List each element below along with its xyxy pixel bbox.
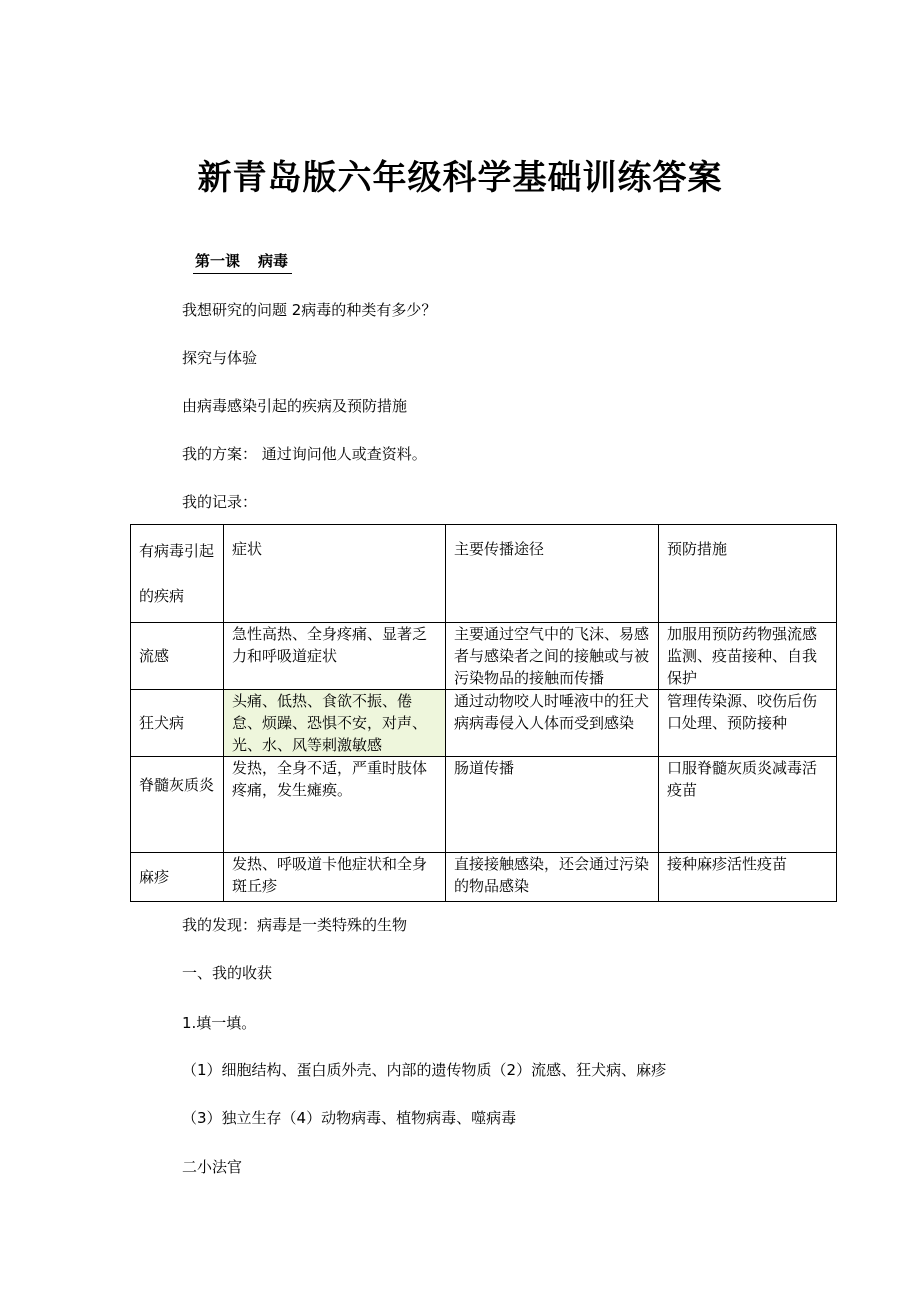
transmission-cell: 直接接触感染，还会通过污染的物品感染 bbox=[446, 853, 659, 902]
prevention-cell: 加服用预防药物强流感监测、疫苗接种、自我保护 bbox=[659, 623, 837, 690]
disease-cell: 狂犬病 bbox=[131, 690, 224, 757]
prevention-cell: 接种麻疹活性疫苗 bbox=[659, 853, 837, 902]
record-table bbox=[130, 524, 837, 902]
section-topic: 由病毒感染引起的疾病及预防措施 bbox=[182, 397, 408, 415]
table-header-row bbox=[131, 525, 837, 623]
fill-blank-heading: 1.填一填。 bbox=[182, 1014, 257, 1032]
table-row bbox=[131, 623, 837, 690]
transmission-cell: 通过动物咬人时唾液中的狂犬病病毒侵入人体而受到感染 bbox=[446, 690, 659, 757]
table-row bbox=[131, 690, 837, 757]
section-harvest: 一、我的收获 bbox=[182, 964, 273, 982]
table-row bbox=[131, 757, 837, 853]
header-disease: 有病毒引起的疾病 bbox=[131, 525, 224, 623]
transmission-cell: 主要通过空气中的飞沫、易感者与感染者之间的接触或与被污染物品的接触而传播 bbox=[446, 623, 659, 690]
disease-cell: 流感 bbox=[131, 623, 224, 690]
prevention-cell: 管理传染源、咬伤后伤口处理、预防接种 bbox=[659, 690, 837, 757]
my-plan: 我的方案： 通过询问他人或查资料。 bbox=[182, 445, 427, 463]
prevention-cell: 口服脊髓灰质炎减毒活疫苗 bbox=[659, 757, 837, 853]
disease-cell: 麻疹 bbox=[131, 853, 224, 902]
table-row bbox=[131, 853, 837, 902]
header-symptoms: 症状 bbox=[224, 525, 446, 623]
lesson-name: 病毒 bbox=[258, 252, 289, 270]
lesson-number: 第一课 bbox=[195, 252, 241, 270]
answer-line-2: （3）独立生存（4）动物病毒、植物病毒、噬病毒 bbox=[182, 1109, 517, 1127]
header-prevention: 预防措施 bbox=[659, 525, 837, 623]
research-question: 我想研究的问题 2病毒的种类有多少？ bbox=[182, 301, 437, 319]
page-title: 新青岛版六年级科学基础训练答案 bbox=[197, 158, 723, 198]
disease-cell: 脊髓灰质炎 bbox=[131, 757, 224, 853]
transmission-cell: 肠道传播 bbox=[446, 757, 659, 853]
lesson-heading bbox=[193, 250, 292, 274]
header-transmission: 主要传播途径 bbox=[446, 525, 659, 623]
symptoms-cell: 发热，全身不适，严重时肢体疼痛，发生瘫痪。 bbox=[224, 757, 446, 853]
section-judge: 二小法官 bbox=[182, 1158, 243, 1176]
symptoms-cell: 头痛、低热、食欲不振、倦怠、烦躁、恐惧不安，对声、光、水、风等刺激敏感 bbox=[224, 690, 446, 757]
symptoms-cell: 发热、呼吸道卡他症状和全身斑丘疹 bbox=[224, 853, 446, 902]
answer-line-1: （1）细胞结构、蛋白质外壳、内部的遗传物质（2）流感、狂犬病、麻疹 bbox=[182, 1061, 667, 1079]
section-explore: 探究与体验 bbox=[182, 349, 258, 367]
my-record-label: 我的记录： bbox=[182, 493, 258, 511]
my-finding: 我的发现：病毒是一类特殊的生物 bbox=[182, 916, 408, 934]
symptoms-cell: 急性高热、全身疼痛、显著乏力和呼吸道症状 bbox=[224, 623, 446, 690]
